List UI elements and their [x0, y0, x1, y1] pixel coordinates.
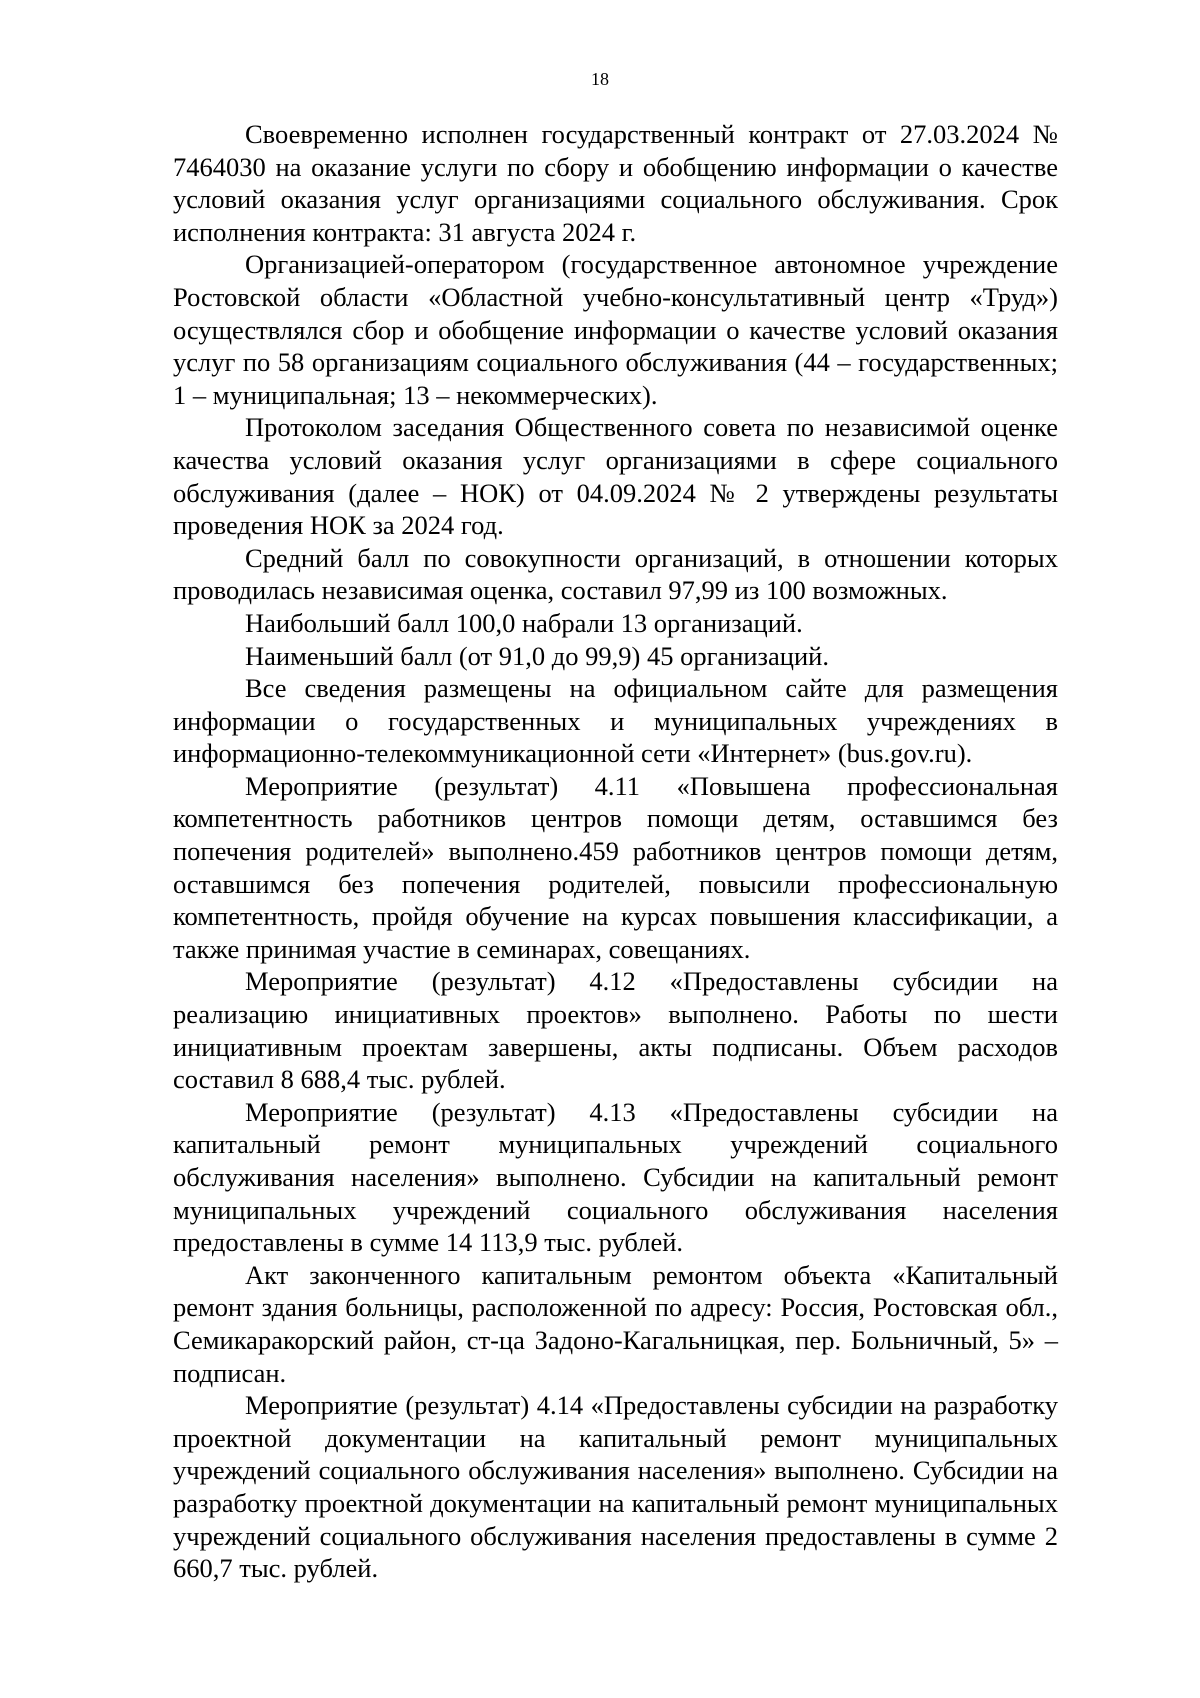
paragraph-average-score: Средний балл по совокупности организаций, в отношении которых проводилась независимая оценка, составил 97,99 из 100 возможных.	[173, 542, 1058, 606]
paragraph-operator: Организацией-оператором (государственное автономное учреждение Ростовской области «Областной учебно-консультативный центр «Труд») осуществлялся сбор и обобщение информации о качестве условий оказания услуг по 58 организациям социального обслуживания (44 – государственных; 1 – муниципальная; 13 – некоммерческих).	[173, 249, 1058, 410]
paragraph-event-4-12: Мероприятие (результат) 4.12 «Предоставлены субсидии на реализацию инициативных проектов» выполнено. Работы по шести инициативным проектам завершены, акты подписаны. Объем расходов составил 8 688,4 тыс. рублей.	[173, 966, 1058, 1095]
paragraph-contract: Своевременно исполнен государственный контракт от 27.03.2024 № 7464030 на оказание услуги по сбору и обобщению информации о качестве условий оказания услуг организациями социального обслуживания. Срок исполнения контракта: 31 августа 2024 г.	[173, 119, 1058, 247]
paragraph-website: Все сведения размещены на официальном сайте для размещения информации о государственных и муниципальных учреждениях в информационно-телекоммуникационной сети «Интернет» (bus.gov.ru).	[173, 673, 1058, 769]
paragraph-event-4-13: Мероприятие (результат) 4.13 «Предоставлены субсидии на капитальный ремонт муниципальных учреждений социального обслуживания населения» выполнено. Субсидии на капитальный ремонт муниципальных учреждений социального обслуживания населения предоставлены в сумме 14 113,9 тыс. рублей.	[173, 1096, 1058, 1258]
paragraph-event-4-14: Мероприятие (результат) 4.14 «Предоставлены субсидии на разработку проектной документации на капитальный ремонт муниципальных учреждений социального обслуживания населения» выполнено. Субсидии на разработку проектной документации на капитальный ремонт муниципальных учреждений социального обслуживания населения предоставлены в сумме 2 660,7 тыс. рублей.	[173, 1390, 1058, 1584]
document-body	[173, 118, 1058, 1585]
paragraph-protocol: Протоколом заседания Общественного совета по независимой оценке качества условий оказания услуг организациями в сфере социального обслуживания (далее – НОК) от 04.09.2024 № 2 утверждены результаты проведения НОК за 2024 год.	[173, 412, 1058, 541]
paragraph-lowest-score: Наименьший балл (от 91,0 до 99,9) 45 организаций.	[245, 640, 829, 671]
paragraph-highest-score: Наибольший балл 100,0 набрали 13 организаций.	[245, 607, 803, 638]
page-number: 18	[591, 69, 609, 89]
paragraph-repair-act: Акт законченного капитальным ремонтом объекта «Капитальный ремонт здания больницы, расположенной по адресу: Россия, Ростовская обл., Семикаракорский район, ст-ца Задоно-Кагальницкая, пер. Больничный, 5» – подписан.	[173, 1259, 1058, 1388]
paragraph-event-4-11: Мероприятие (результат) 4.11 «Повышена профессиональная компетентность работников центров помощи детям, оставшимся без попечения родителей» выполнено.459 работников центров помощи детям, оставшимся без попечения родителей, повысили профессиональную компетентность, пройдя обучение на курсах повышения классификации, а также принимая участие в семинарах, совещаниях.	[173, 770, 1058, 964]
